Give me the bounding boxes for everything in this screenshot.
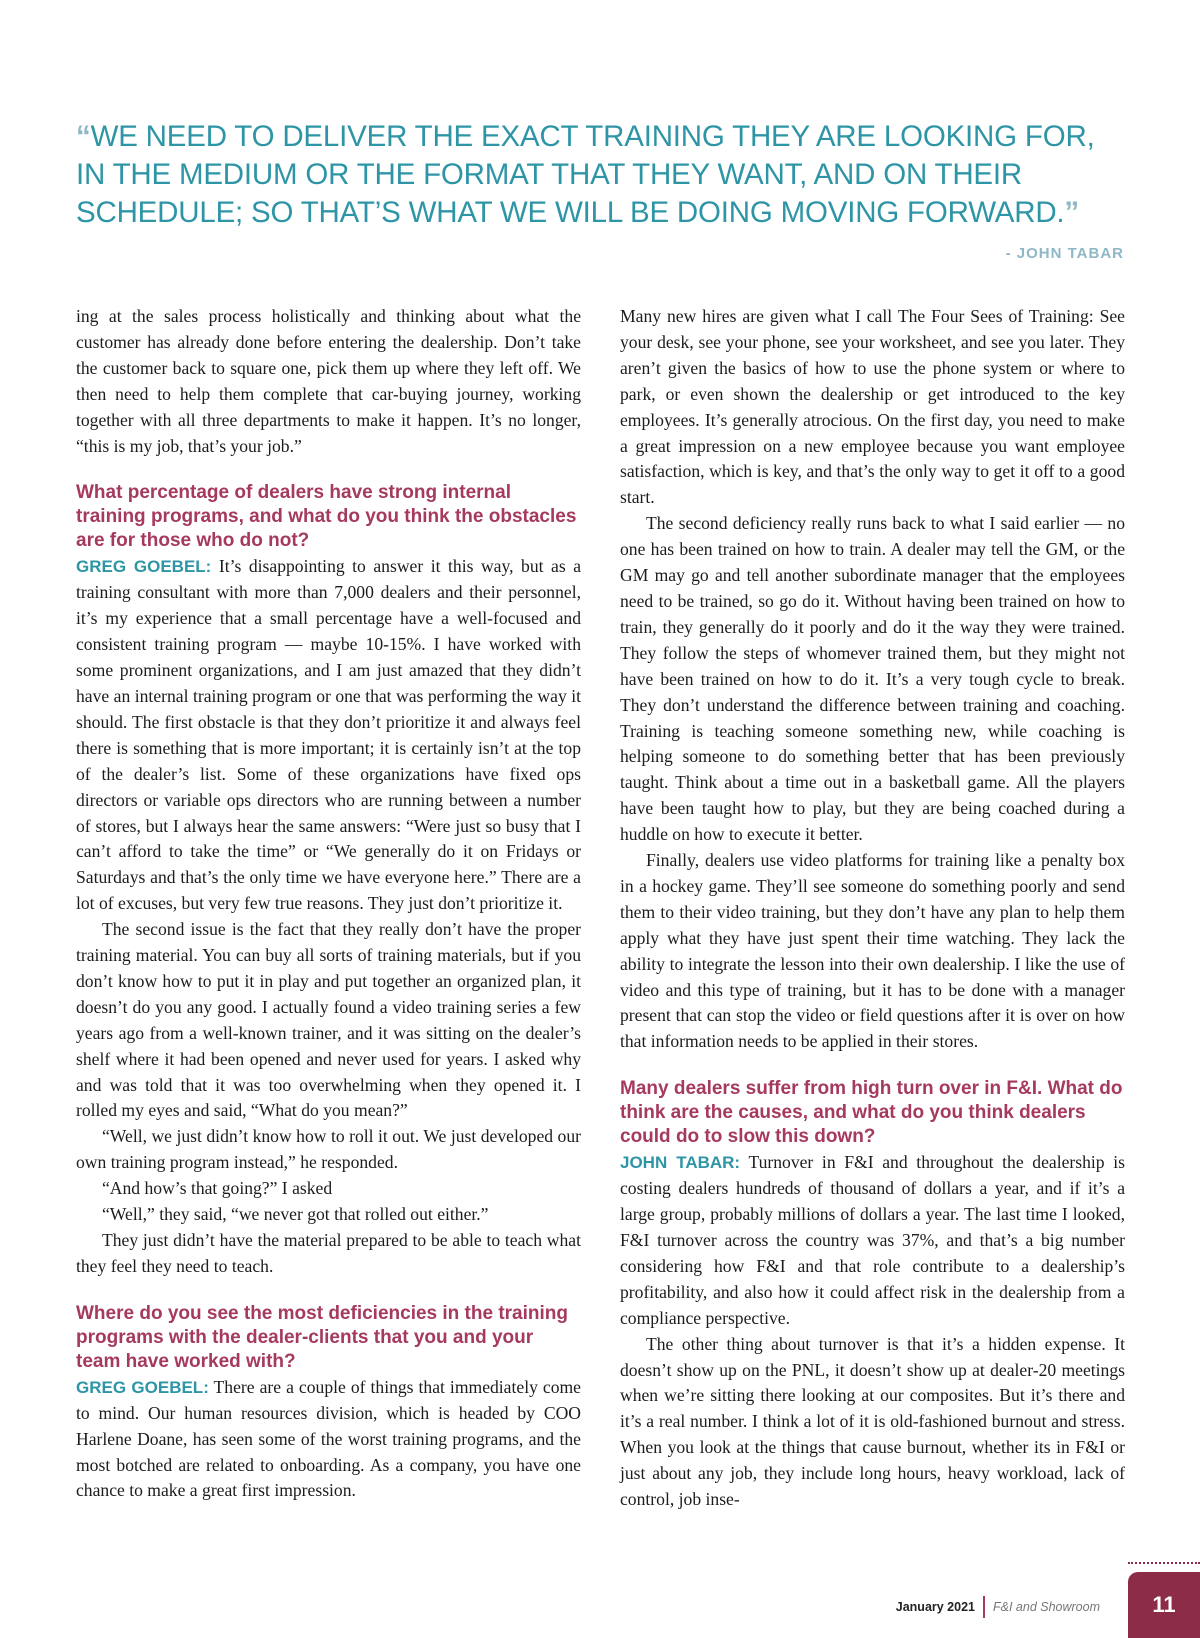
paragraph: The second deficiency really runs back to what I said earlier — no one has been trained on how to train. A dealer may tell the GM, or the GM may go and tell another subordinate manager that the employees need to be trained, so go do it. Without having been trained on how to train, they generally do it poorly and do it the way they were trained. They follow the steps of whomever trained them, but they might not have been trained on how to do it. It’s a very tough cycle to break. They don’t understand the difference between training and coaching. Training is teaching someone something new, while coaching is helping someone to do something better that has been previously taught. Think about a time out in a basketball game. All the players have been taught how to play, but they are being coached during a huddle on how to execute it better. [620,513,1125,845]
left-column [76,304,581,1504]
question-heading: Where do you see the most deficiencies in the training programs with the dealer-clients that you and your team have worked with? [76,1302,568,1372]
speaker-name: GREG GOEBEL: [76,1377,209,1397]
paragraph: “And how’s that going?” I asked [102,1178,333,1199]
speaker-name: GREG GOEBEL: [76,557,212,577]
answer-paragraph [76,1375,581,1505]
answer-paragraph [620,1150,1125,1331]
pull-quote-attribution: - JOHN TABAR [1005,245,1124,262]
paragraph: Many new hires are given what I call The Four Sees of Training: See your desk, see your phone, see your worksheet, and see you later. They aren’t given the basics of how to use the phone system or where to park, or even shown the dealership or get introduced to the key employees. It’s generally atrocious. On the first day, you need to make a great impression on a new employee because you want employee satisfaction, which is key, and that’s the only way to get it off to a good start. [620,306,1125,508]
speaker-name: JOHN TABAR: [620,1153,741,1173]
pull-quote [76,118,1126,232]
question-heading: What percentage of dealers have strong internal training programs, and what do you think the obstacles are for those who do not? [76,482,577,552]
paragraph: The second issue is the fact that they really don’t have the proper training material. You can buy all sorts of training materials, but if you don’t know how to put it in play and put together an organized plan, it doesn’t do you any good. I actually found a video training series a few years ago from a well-known trainer, and it was sitting on the dealer’s shelf where it had been opened and never used for years. I asked why and was told that it was too overwhelming when they opened it. I rolled my eyes and said, “What do you mean?” [76,919,581,1121]
paragraph: “Well, we just didn’t know how to roll it out. We just developed our own training program instead,” he responded. [76,1126,581,1173]
magazine-name: F&I and Showroom [993,1600,1100,1614]
answer-paragraph [76,554,581,917]
paragraph: Finally, dealers use video platforms for training like a penalty box in a hockey game. They’ll see someone do something poorly and send them to their video training, but they don’t have any plan to help them apply what they have just spent their time watching. They lack the ability to integrate the lesson into their own dealership. I like the use of video and this type of training, but it has to be done with a manager present that can stop the video or field questions after it is over on how that information needs to be applied in their stores. [620,850,1125,1052]
footer-divider [983,1596,985,1618]
issue-date: January 2021 [895,1600,975,1614]
right-column [620,304,1125,1513]
close-quote-mark: ” [1064,196,1079,229]
page-number: 11 [1152,1592,1176,1617]
pull-quote-text: WE NEED TO DELIVER THE EXACT TRAINING THEY ARE LOOKING FOR, IN THE MEDIUM OR THE FORMAT THAT THEY WANT, AND ON THEIR SCHEDULE; SO THAT’S WHAT WE WILL BE DOING MOVING FORWARD. [76,120,1095,229]
page-number-tab [1128,1572,1200,1638]
answer-text: There are a couple of things that immediately come to mind. Our human resources division, which is headed by COO Harlene Doane, has seen some of the worst training programs, and the most botched are related to onboarding. As a company, you have one chance to make a great first impression. [76,1376,581,1501]
page-tab-dotted-rule [1128,1562,1200,1565]
open-quote-mark: “ [76,120,91,153]
paragraph: ing at the sales process holistically and thinking about what the customer has already done before entering the dealership. Don’t take the customer back to square one, pick them up where they left off. We then need to help them complete that car-buying journey, working together with all three departments to make it happen. It’s no longer, “this is my job, that’s your job.” [76,306,581,456]
page-footer [896,1596,1100,1618]
paragraph: The other thing about turnover is that it’s a hidden expense. It doesn’t show up on the PNL, it doesn’t show up at dealer-20 meetings when we’re sitting there looking at our composites. But it’s there and it’s a real number. I think a lot of it is old-fashioned burnout and stress. When you look at the things that cause burnout, whether its in F&I or just about any job, they include long hours, heavy workload, lack of control, job inse- [620,1333,1125,1510]
answer-text: It’s disappointing to answer it this way, but as a training consultant with more than 7,000 dealers and their personnel, it’s my experience that a small percentage have a well-focused and consistent training program — maybe 10-15%. I have worked with some prominent organizations, and I am just amazed that they didn’t have an internal training program or one that was performing the way it should. The first obstacle is that they don’t prioritize it and always feel there is something that is more important; it is certainly isn’t at the top of the dealer’s list. Some of these organizations have fixed ops directors or variable ops directors who are running between a number of stores, but I always hear the same answers: “Were just so busy that I can’t afford to take the time” or “We generally do it on Fridays or Saturdays and that’s the only time we have everyone here.” There are a lot of excuses, but very few true reasons. They just don’t prioritize it. [76,556,581,914]
paragraph: They just didn’t have the material prepared to be able to teach what they feel they need to teach. [76,1230,581,1276]
answer-text: Turnover in F&I and throughout the dealership is costing dealers hundreds of thousand of dollars a year, and if it’s a large group, probably millions of dollars a year. The last time I looked, F&I turnover across the country was 37%, and that’s a big number considering how F&I and that role contribute to a dealership’s profitability, and also how it could affect risk in the dealership from a compliance perspective. [620,1152,1125,1328]
paragraph: “Well,” they said, “we never got that rolled out either.” [102,1204,489,1225]
question-heading: Many dealers suffer from high turn over in F&I. What do think are the causes, and what do you think dealers could do to slow this down? [620,1078,1123,1148]
